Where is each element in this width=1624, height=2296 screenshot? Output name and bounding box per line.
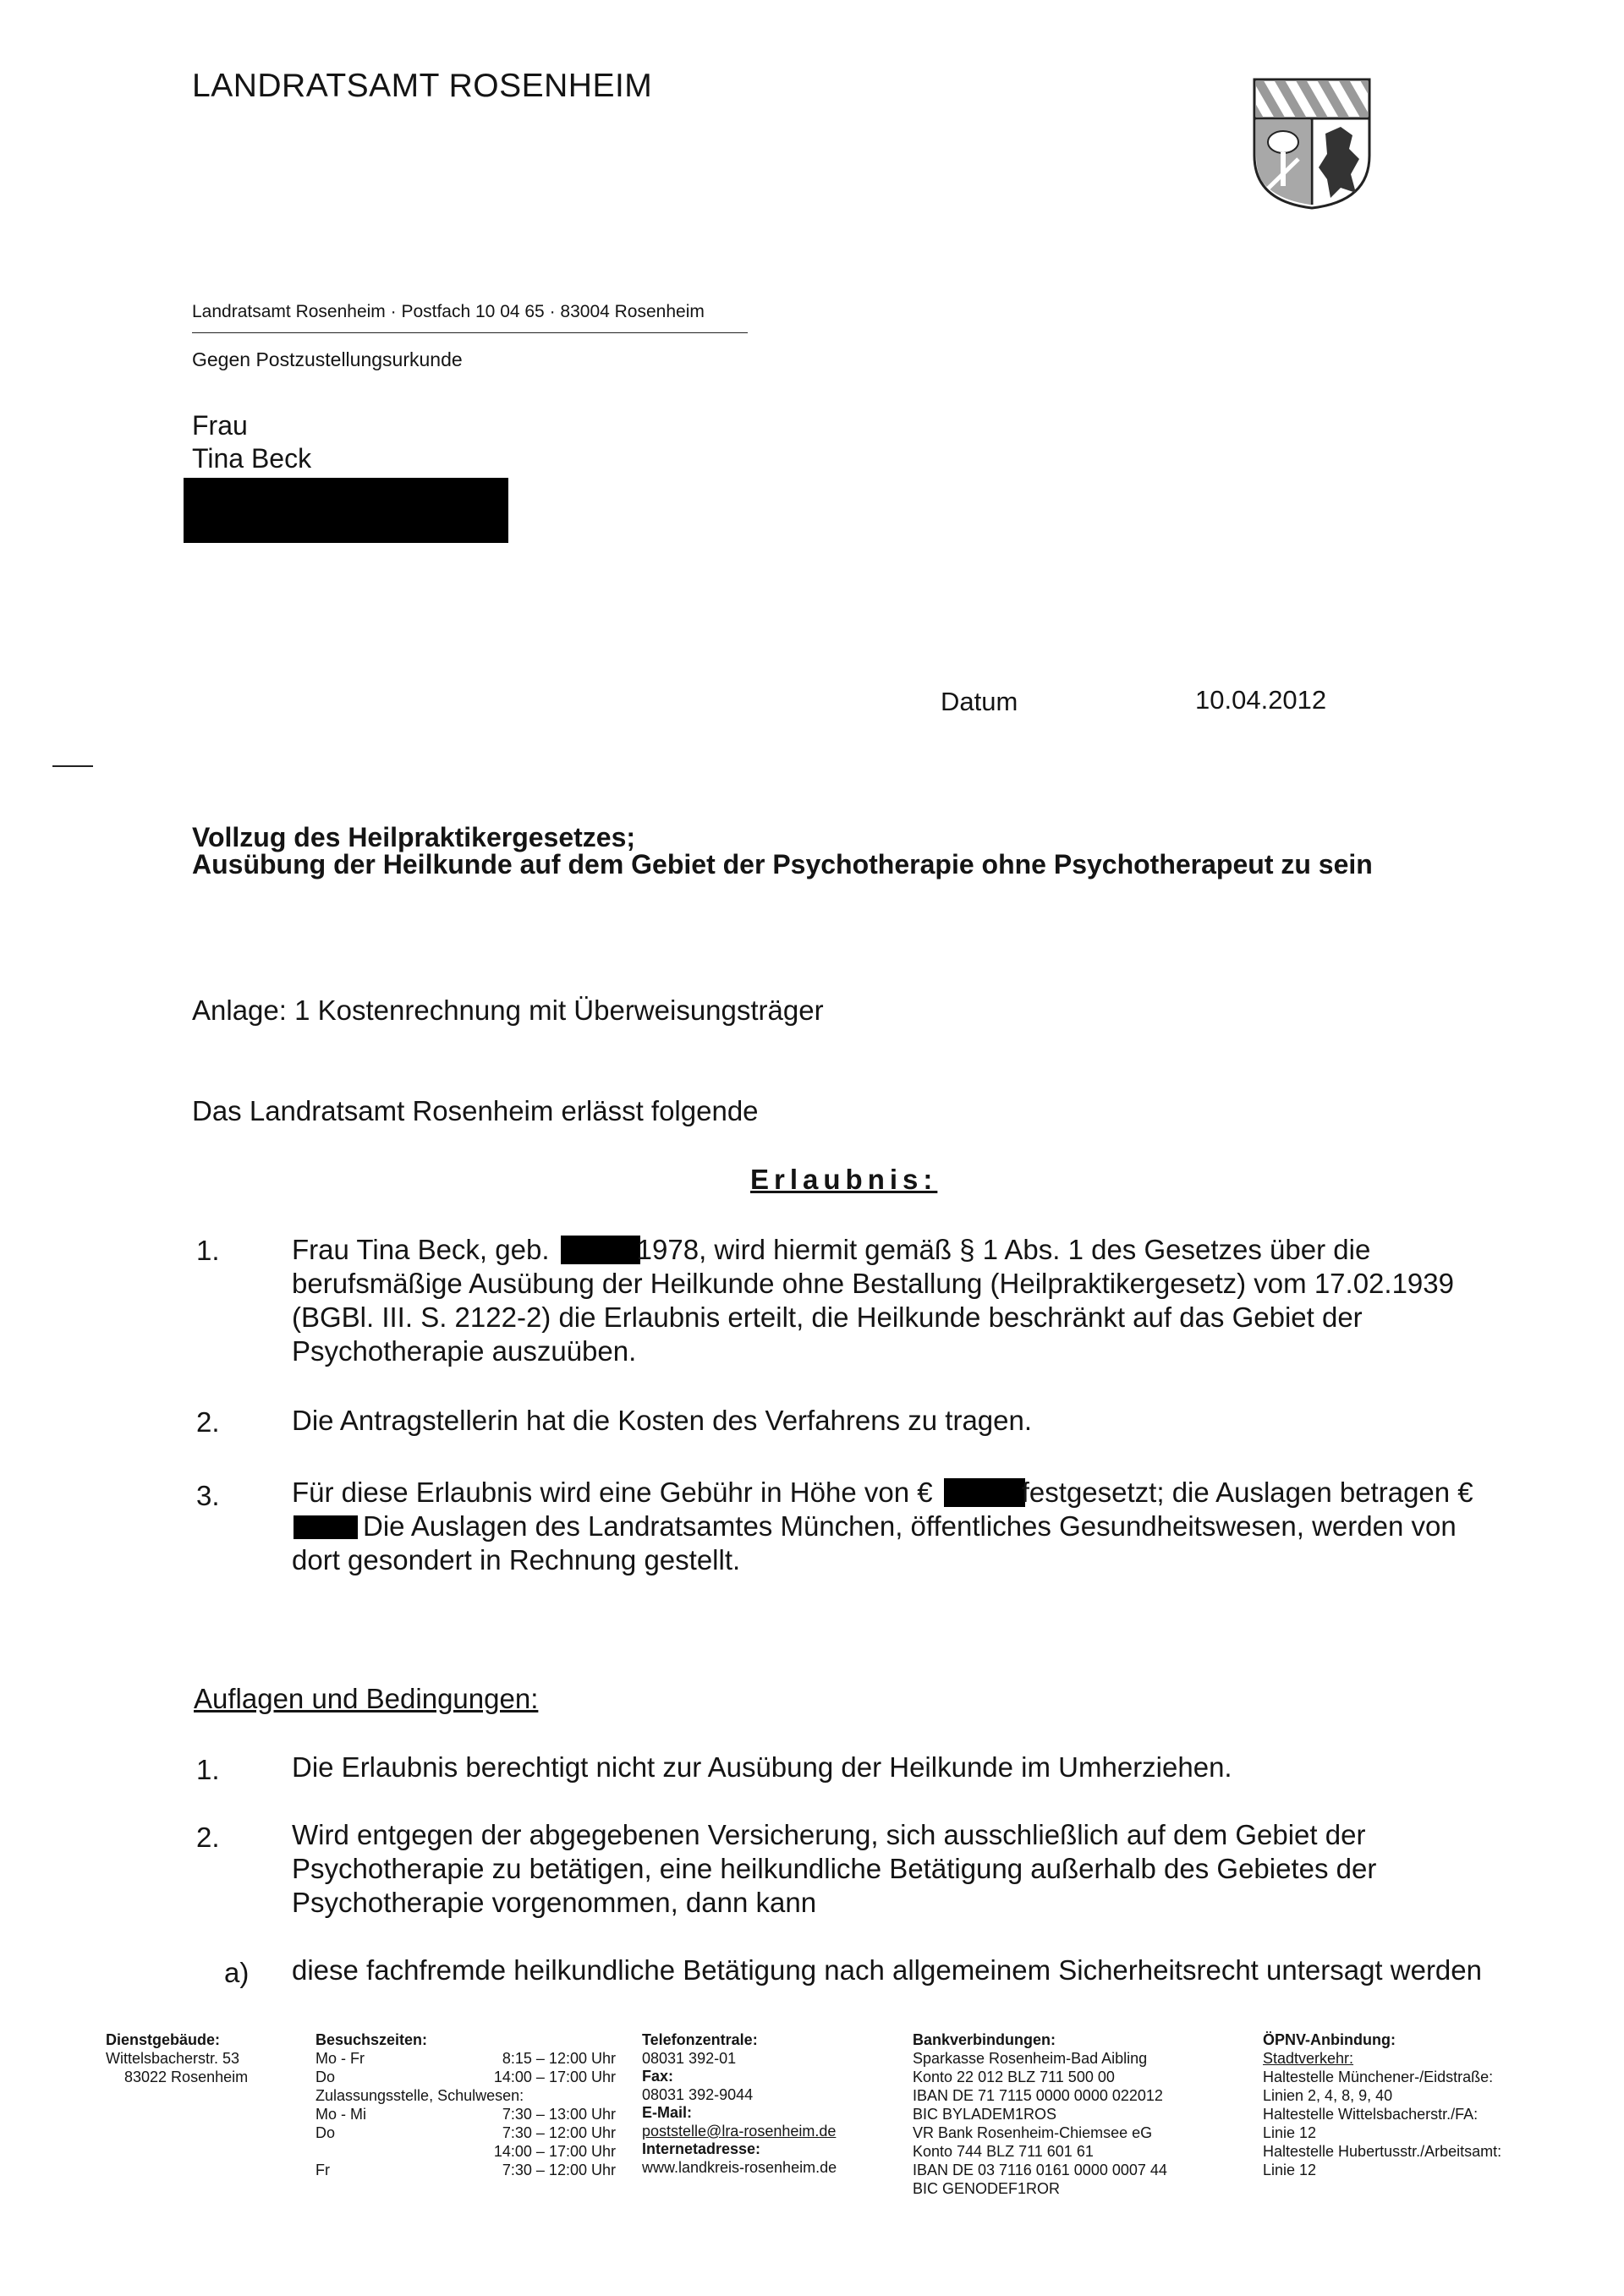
- footer-bank-line: Konto 744 BLZ 711 601 61: [913, 2143, 1094, 2160]
- permit-item-1-text: [292, 1233, 1510, 1368]
- footer-bank-line: VR Bank Rosenheim-Chiemsee eG: [913, 2124, 1153, 2141]
- footer-fax-heading: Fax:: [642, 2068, 674, 2085]
- footer-phone: 08031 392-01: [642, 2050, 737, 2067]
- footer-hours-row: [315, 2049, 616, 2068]
- date-label: Datum: [941, 687, 1018, 716]
- footer-hours-row: [315, 2142, 616, 2161]
- footer-office: [106, 2031, 275, 2086]
- footer-office-heading: Dienstgebäude:: [106, 2031, 221, 2048]
- agency-name: LANDRATSAMT ROSENHEIM: [192, 68, 653, 104]
- footer-hours-day: Do: [315, 2124, 336, 2141]
- footer-contact: [642, 2031, 896, 2177]
- footer-hours: [315, 2031, 616, 2179]
- footer-hours-row: [315, 2105, 616, 2123]
- sender-line: Landratsamt Rosenheim · Postfach 10 04 65 · 83004 Rosenheim: [192, 302, 705, 321]
- footer-hours-row: [315, 2068, 616, 2086]
- footer-office-line: 83022 Rosenheim: [124, 2069, 249, 2085]
- intro-text: Das Landratsamt Rosenheim erlässt folgende: [192, 1095, 759, 1126]
- footer-phone-heading: Telefonzentrale:: [642, 2031, 758, 2048]
- footer-email-link[interactable]: poststelle@lra-rosenheim.de: [642, 2123, 837, 2140]
- footer-transit: [1263, 2031, 1542, 2179]
- recipient-salutation: Frau: [192, 410, 248, 441]
- sender-divider: [192, 332, 748, 333]
- footer-transit-heading: ÖPNV-Anbindung:: [1263, 2031, 1396, 2048]
- delivery-note: Gegen Postzustellungsurkunde: [192, 348, 463, 370]
- condition-2-number: 2.: [196, 1822, 220, 1853]
- footer-transit-line: Linie 12: [1263, 2124, 1317, 2141]
- footer-bank-line: BIC GENODEF1ROR: [913, 2180, 1061, 2197]
- permit-item-3-text: [292, 1476, 1510, 1577]
- footer-transit-line: Haltestelle Wittelsbacherstr./FA:: [1263, 2106, 1479, 2123]
- footer-hours-row: [315, 2123, 616, 2142]
- footer-office-line: Wittelsbacherstr. 53: [106, 2050, 240, 2067]
- redacted-fee: [944, 1478, 1025, 1507]
- sub-condition-a-text: diese fachfremde heilkundliche Betätigung nach allgemeinem Sicherheitsrecht untersagt werden: [292, 1954, 1482, 1986]
- permit-item-1-part1: Frau Tina Beck, geb.: [292, 1234, 550, 1265]
- subject-line-1: Vollzug des Heilpraktikergesetzes;: [192, 822, 636, 852]
- redacted-address: [184, 478, 508, 543]
- footer-hours-time: 7:30 – 12:00 Uhr: [502, 2124, 616, 2141]
- permit-item-2-text: Die Antragstellerin hat die Kosten des Verfahrens zu tragen.: [292, 1405, 1033, 1436]
- footer-web-link[interactable]: www.landkreis-rosenheim.de: [642, 2159, 837, 2176]
- fold-mark: [52, 765, 93, 767]
- footer-transit-line: Linien 2, 4, 8, 9, 40: [1263, 2087, 1393, 2104]
- footer-web-heading: Internetadresse:: [642, 2140, 761, 2157]
- footer-bank-line: Konto 22 012 BLZ 711 500 00: [913, 2069, 1115, 2085]
- coat-of-arms-icon: [1249, 74, 1374, 211]
- recipient-name: Tina Beck: [192, 443, 312, 474]
- footer-hours-day: Do: [315, 2069, 336, 2085]
- footer-hours-time: 14:00 – 17:00 Uhr: [493, 2069, 616, 2085]
- footer-email-heading: E-Mail:: [642, 2104, 693, 2121]
- condition-2-text: Wird entgegen der abgegebenen Versicherung, sich ausschließlich auf dem Gebiet der Psychotherapie zu betätigen, eine heilkundliche Betätigung außerhalb des Gebietes der Psychotherapie vorgenommen, dann kann: [292, 1819, 1377, 1918]
- footer-transit-line: Linie 12: [1263, 2162, 1317, 2178]
- permit-item-2-number: 2.: [196, 1406, 220, 1438]
- permit-item-3-number: 3.: [196, 1480, 220, 1511]
- footer-hours-day: Mo - Mi: [315, 2106, 366, 2123]
- footer-hours-time: 7:30 – 12:00 Uhr: [502, 2162, 616, 2178]
- footer-bank-heading: Bankverbindungen:: [913, 2031, 1056, 2048]
- sub-condition-a-letter: a): [224, 1957, 250, 1988]
- footer-transit-line: Haltestelle Münchener-/Eidstraße:: [1263, 2069, 1494, 2085]
- condition-1-text: Die Erlaubnis berechtigt nicht zur Ausübung der Heilkunde im Umherziehen.: [292, 1751, 1232, 1783]
- footer-hours-day: Fr: [315, 2162, 330, 2178]
- redacted-birthdate: [561, 1236, 640, 1264]
- footer-bank-line: IBAN DE 71 7115 0000 0000 022012: [913, 2087, 1163, 2104]
- footer-hours-time: 7:30 – 13:00 Uhr: [502, 2106, 616, 2123]
- footer-hours-heading: Besuchszeiten:: [315, 2031, 428, 2048]
- condition-1-number: 1.: [196, 1754, 220, 1785]
- permit-item-3-part2: festgesetzt; die Auslagen betragen €: [1021, 1477, 1473, 1508]
- footer-hours-time: 14:00 – 17:00 Uhr: [493, 2143, 616, 2160]
- footer-hours-time: 8:15 – 12:00 Uhr: [502, 2050, 616, 2067]
- permit-item-1-part2: 1978, wird hiermit gemäß § 1 Abs. 1 des Gesetzes über die berufsmäßige Ausübung der Heilkunde ohne Bestallung (Heilpraktikergesetz) vom 17.02.1939 (BGBl. III. S. 2122-2) die Erlaubnis erteilt, die Heilkunde beschränkt auf das Gebiet der Psychotherapie auszuüben.: [292, 1234, 1454, 1367]
- footer-hours-day: Mo - Fr: [315, 2050, 365, 2067]
- footer-bank-line: IBAN DE 03 7116 0161 0000 0007 44: [913, 2162, 1167, 2178]
- footer-transit-line: Haltestelle Hubertusstr./Arbeitsamt:: [1263, 2143, 1502, 2160]
- footer-fax: 08031 392-9044: [642, 2086, 754, 2103]
- footer-hours-row: [315, 2161, 616, 2179]
- footer-bank-line: Sparkasse Rosenheim-Bad Aibling: [913, 2050, 1148, 2067]
- annex: Anlage: 1 Kostenrechnung mit Überweisungsträger: [192, 995, 824, 1026]
- footer-bank: [913, 2031, 1217, 2198]
- redacted-expenses: [294, 1515, 358, 1539]
- conditions-heading: Auflagen und Bedingungen:: [194, 1683, 539, 1714]
- footer-hours-subheading: Zulassungsstelle, Schulwesen:: [315, 2087, 524, 2104]
- footer-bank-line: BIC BYLADEM1ROS: [913, 2106, 1057, 2123]
- permit-item-3-part3: Die Auslagen des Landratsamtes München, öffentliches Gesundheitswesen, werden von dort gesondert in Rechnung gestellt.: [292, 1510, 1457, 1575]
- permit-heading: Erlaubnis:: [750, 1164, 938, 1195]
- footer-transit-city-heading: Stadtverkehr:: [1263, 2050, 1354, 2067]
- subject-line-2: Ausübung der Heilkunde auf dem Gebiet der Psychotherapie ohne Psychotherapeut zu sein: [192, 849, 1373, 879]
- date-value: 10.04.2012: [1195, 685, 1327, 715]
- permit-item-3-part1: Für diese Erlaubnis wird eine Gebühr in Höhe von €: [292, 1477, 933, 1508]
- permit-item-1-number: 1.: [196, 1235, 220, 1266]
